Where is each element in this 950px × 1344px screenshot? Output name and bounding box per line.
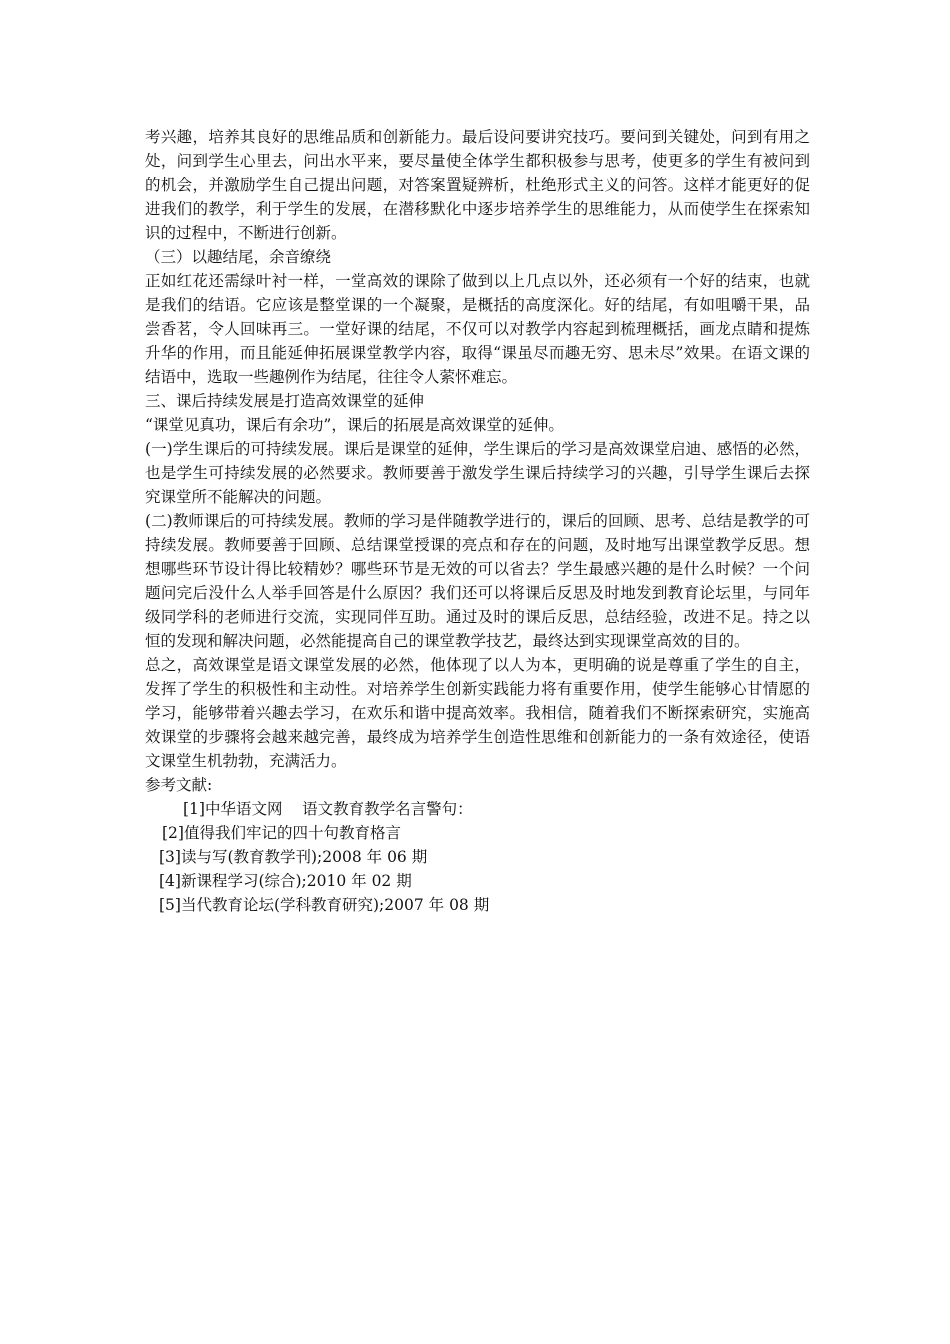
reference-item: [4]新课程学习(综合);2010 年 02 期	[159, 872, 412, 890]
paragraph-conclusion: 总之，高效课堂是语文课堂发展的必然，他体现了以人为本，更明确的说是尊重了学生的自主，发挥了学生的积极性和主动性。对培养学生创新实践能力将有重要作用，使学生能够心甘情愿的学习，能够带着兴趣去学习，在欢乐和谐中提高效率。我相信，随着我们不断探索研究，实施高效课堂的步骤将会越来越完善，最终成为培养学生创造性思维和创新能力的一条有效途径，使语文课堂生机勃勃，充满活力。	[145, 656, 810, 770]
paragraph-teacher-development: (二)教师课后的可持续发展。教师的学习是伴随教学进行的，课后的回顾、思考、总结是教学的可持续发展。教师要善于回顾、总结课堂授课的亮点和存在的问题，及时地写出课堂教学反思。想想哪些环节设计得比较精妙？哪些环节是无效的可以省去？学生最感兴趣的是什么时候？一个问题问完后没什么人举手回答是什么原因？我们还可以将课后反思及时地发到教育论坛里，与同年级同学科的老师进行交流，实现同伴互助。通过及时的课后反思，总结经验，改进不足。持之以恒的发现和解决问题，必然能提高自己的课堂教学技艺，最终达到实现课堂高效的目的。	[145, 512, 810, 650]
references-title: 参考文献:	[145, 776, 213, 794]
paragraph-creativity: 考兴趣，培养其良好的思维品质和创新能力。最后设问要讲究技巧。要问到关键处，问到有用之处，问到学生心里去，问出水平来，要尽量使全体学生都积极参与思考，使更多的学生有被问到的机会，并激励学生自己提出问题，对答案置疑辨析，杜绝形式主义的问答。这样才能更好的促进我们的教学，利于学生的发展，在潜移默化中逐步培养学生的思维能力，从而使学生在探索知识的过程中，不断进行创新。	[145, 128, 810, 242]
paragraph-ending: 正如红花还需绿叶衬一样，一堂高效的课除了做到以上几点以外，还必须有一个好的结束，也就是我们的结语。它应该是整堂课的一个凝聚，是概括的高度深化。好的结尾，有如咀嚼干果，品尝香茗，令人回味再三。一堂好课的结尾，不仅可以对教学内容起到梳理概括，画龙点睛和提炼升华的作用，而且能延伸拓展课堂教学内容，取得“课虽尽而趣无穷、思未尽”效果。在语文课的结语中，选取一些趣例作为结尾，往往令人萦怀难忘。	[145, 272, 810, 386]
document-page	[145, 125, 810, 917]
section-heading-after-class: 三、课后持续发展是打造高效课堂的延伸	[145, 392, 425, 410]
reference-item: [3]读与写(教育教学刊);2008 年 06 期	[159, 848, 428, 866]
reference-item: [2]值得我们牢记的四十句教育格言	[162, 824, 401, 842]
paragraph-student-development: (一)学生课后的可持续发展。课后是课堂的延伸，学生课后的学习是高效课堂启迪、感悟的必然，也是学生可持续发展的必然要求。教师要善于激发学生课后持续学习的兴趣，引导学生课后去探究课堂所不能解决的问题。	[145, 440, 810, 506]
paragraph-quote: “课堂见真功，课后有余功”，课后的拓展是高效课堂的延伸。	[145, 416, 564, 434]
reference-item: [5]当代教育论坛(学科教育研究);2007 年 08 期	[159, 896, 490, 914]
references-list	[145, 797, 810, 917]
section-heading-ending: （三）以趣结尾，余音缭绕	[145, 248, 332, 266]
reference-item: [1]中华语文网 语文教育教学名言警句：	[183, 800, 473, 818]
